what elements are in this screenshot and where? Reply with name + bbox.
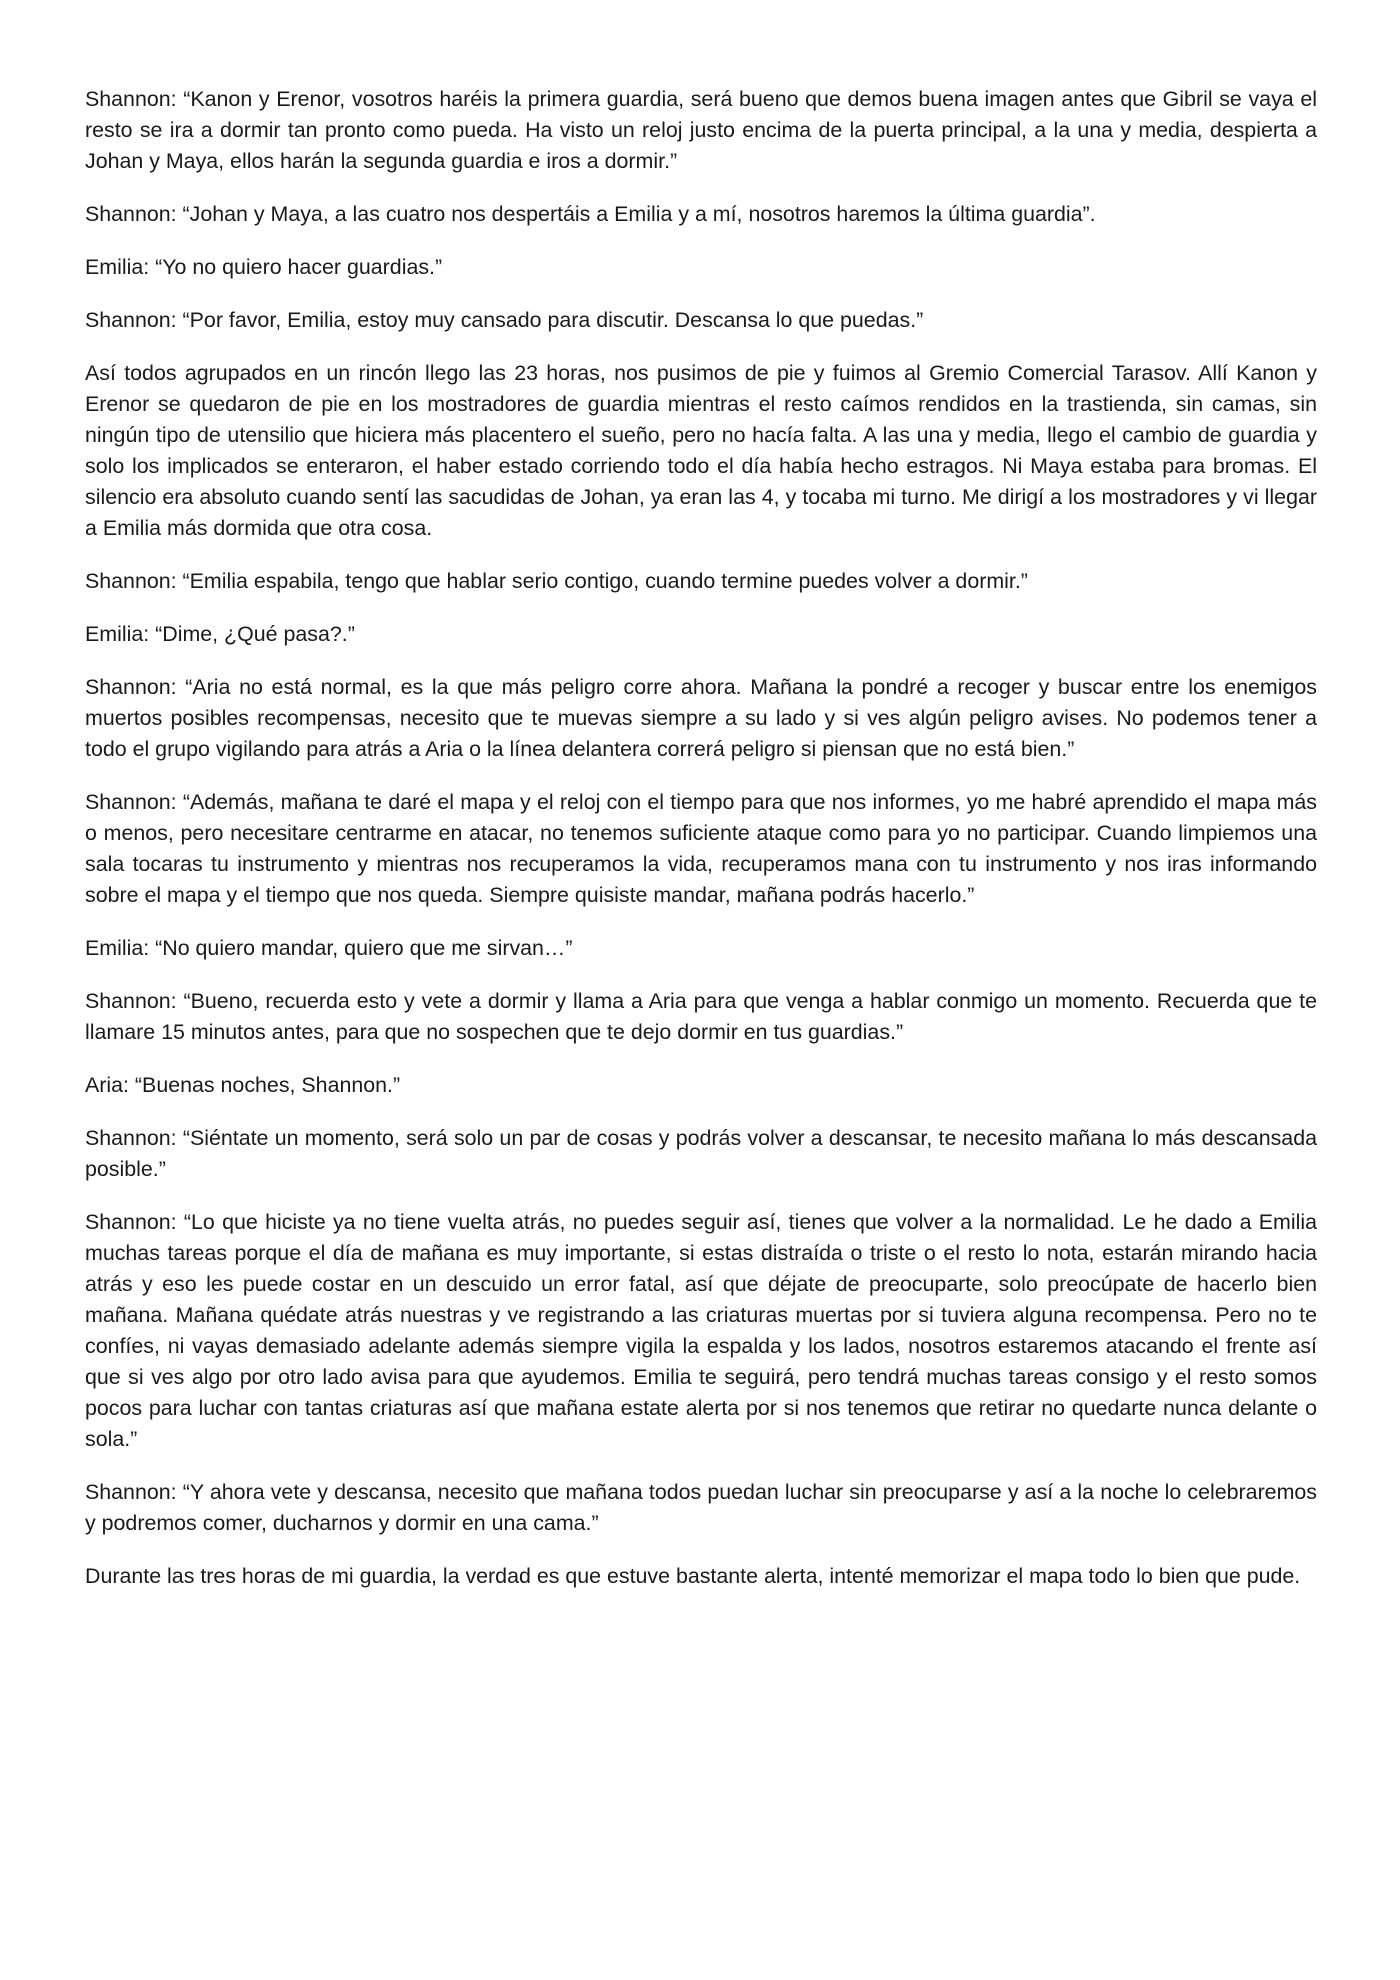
paragraph: Shannon: “Aria no está normal, es la que más peligro corre ahora. Mañana la pondré a recoger y buscar entre los enemigos muertos posibles recompensas, necesito que te muevas siempre a su lado y si ves algún peligro avises. No podemos tener a todo el grupo vigilando para atrás a Aria o la línea delantera correrá peligro si piensan que no está bien.”	[85, 675, 1317, 761]
paragraph: Shannon: “Kanon y Erenor, vosotros haréis la primera guardia, será bueno que demos buena imagen antes que Gibril se vaya el resto se ira a dormir tan pronto como pueda. Ha visto un reloj justo encima de la puerta principal, a la una y media, despierta a Johan y Maya, ellos harán la segunda guardia e iros a dormir.”	[85, 87, 1317, 173]
paragraph: Shannon: “Bueno, recuerda esto y vete a dormir y llama a Aria para que venga a hablar conmigo un momento. Recuerda que te llamare 15 minutos antes, para que no sospechen que te dejo dormir en tus guardias.”	[85, 989, 1317, 1044]
paragraph: Emilia: “Yo no quiero hacer guardias.”	[85, 255, 443, 279]
paragraph: Shannon: “Siéntate un momento, será solo un par de cosas y podrás volver a descansar, te necesito mañana lo más descansada posible.”	[85, 1126, 1317, 1181]
paragraph: Shannon: “Y ahora vete y descansa, necesito que mañana todos puedan luchar sin preocuparse y así a la noche lo celebraremos y podremos comer, ducharnos y dormir en una cama.”	[85, 1480, 1317, 1535]
paragraph: Emilia: “Dime, ¿Qué pasa?.”	[85, 622, 355, 646]
paragraph: Aria: “Buenas noches, Shannon.”	[85, 1073, 401, 1097]
paragraph: Así todos agrupados en un rincón llego las 23 horas, nos pusimos de pie y fuimos al Gremio Comercial Tarasov. Allí Kanon y Erenor se quedaron de pie en los mostradores de guardia mientras el resto caímos rendidos en la trastienda, sin camas, sin ningún tipo de utensilio que hiciera más placentero el sueño, pero no hacía falta. A las una y media, llego el cambio de guardia y solo los implicados se enteraron, el haber estado corriendo todo el día había hecho estragos. Ni Maya estaba para bromas. El silencio era absoluto cuando sentí las sacudidas de Johan, ya eran las 4, y tocaba mi turno. Me dirigí a los mostradores y vi llegar a Emilia más dormida que otra cosa.	[85, 361, 1317, 540]
paragraph: Shannon: “Además, mañana te daré el mapa y el reloj con el tiempo para que nos informes, yo me habré aprendido el mapa más o menos, pero necesitare centrarme en atacar, no tenemos suficiente ataque como para yo no participar. Cuando limpiemos una sala tocaras tu instrumento y mientras nos recuperamos la vida, recuperamos mana con tu instrumento y nos iras informando sobre el mapa y el tiempo que nos queda. Siempre quisiste mandar, mañana podrás hacerlo.”	[85, 790, 1317, 907]
paragraph: Emilia: “No quiero mandar, quiero que me sirvan…”	[85, 936, 573, 960]
document-page	[85, 84, 1317, 1614]
paragraph: Shannon: “Por favor, Emilia, estoy muy cansado para discutir. Descansa lo que puedas.”	[85, 308, 924, 332]
paragraph: Shannon: “Lo que hiciste ya no tiene vuelta atrás, no puedes seguir así, tienes que volver a la normalidad. Le he dado a Emilia muchas tareas porque el día de mañana es muy importante, si estas distraída o triste o el resto lo nota, estarán mirando hacia atrás y eso les puede costar en un descuido un error fatal, así que déjate de preocuparte, solo preocúpate de hacerlo bien mañana. Mañana quédate atrás nuestras y ve registrando a las criaturas muertas por si tuviera alguna recompensa. Pero no te confíes, ni vayas demasiado adelante además siempre vigila la espalda y los lados, nosotros estaremos atacando el frente así que si ves algo por otro lado avisa para que ayudemos. Emilia te seguirá, pero tendrá muchas tareas consigo y el resto somos pocos para luchar con tantas criaturas así que mañana estate alerta por si nos tenemos que retirar no quedarte nunca delante o sola.”	[85, 1210, 1317, 1451]
paragraph: Shannon: “Emilia espabila, tengo que hablar serio contigo, cuando termine puedes volver a dormir.”	[85, 569, 1028, 593]
paragraph: Shannon: “Johan y Maya, a las cuatro nos despertáis a Emilia y a mí, nosotros haremos la última guardia”.	[85, 202, 1096, 226]
paragraph: Durante las tres horas de mi guardia, la verdad es que estuve bastante alerta, intenté memorizar el mapa todo lo bien que pude.	[85, 1564, 1301, 1588]
